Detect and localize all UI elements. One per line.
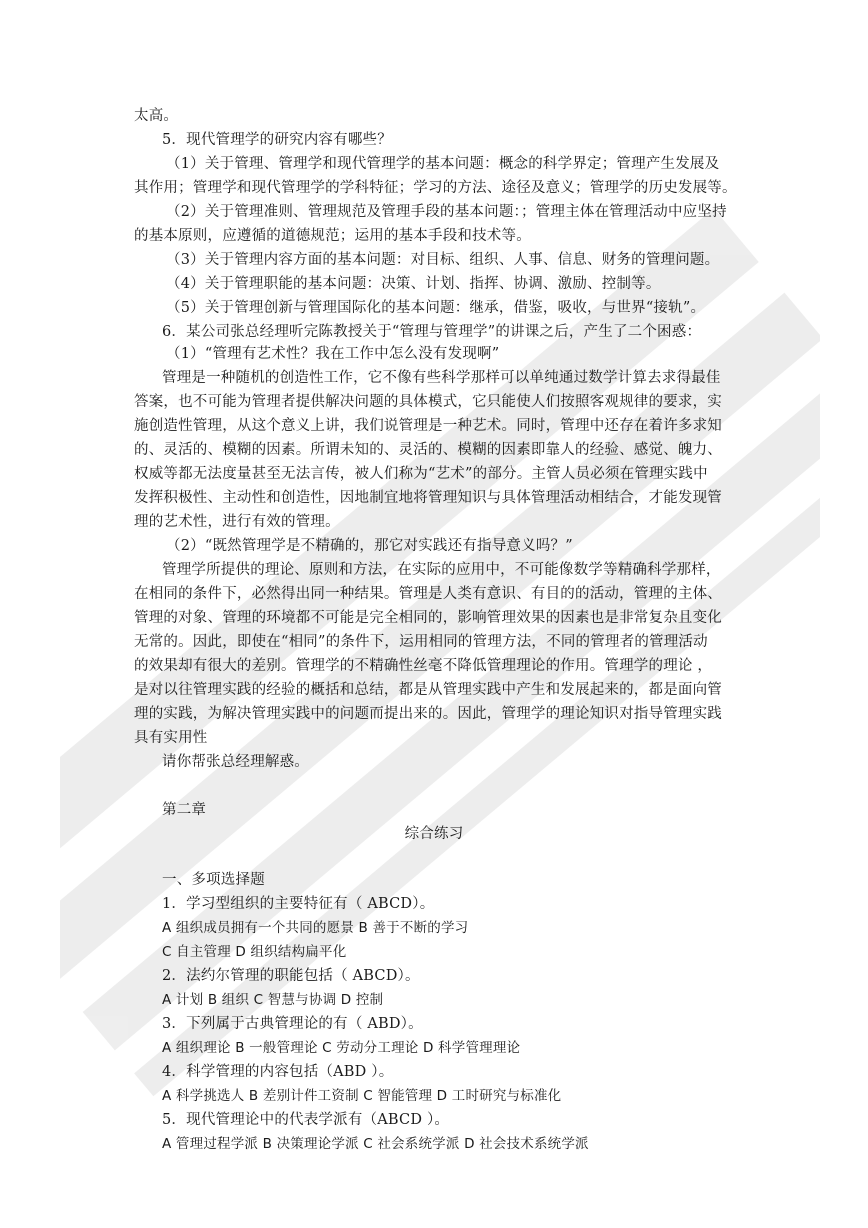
text-line: 的基本原则，应遵循的道德规范；运用的基本手段和技术等。: [134, 228, 531, 244]
answer-options: A 科学挑选人 B 差别计件工资制 C 智能管理 D 工时研究与标准化: [162, 1088, 562, 1104]
text-line: （2）关于管理准则、管理规范及管理手段的基本问题：；管理主体在管理活动中应坚持: [166, 204, 727, 220]
question-item: 3．下列属于古典管理论的有（ ABD）。: [162, 1016, 423, 1032]
text-line: （1）关于管理、管理学和现代管理学的基本问题：概念的科学界定；管理产生发展及: [166, 156, 720, 172]
section-heading: 一、多项选择题: [162, 872, 265, 888]
chapter-heading: 第二章: [162, 802, 207, 818]
answer-options: A 计划 B 组织 C 智慧与协调 D 控制: [162, 992, 384, 1008]
text-line: 管理学所提供的理论、原则和方法，在实际的应用中，不可能像数学等精确科学那样，: [162, 562, 721, 578]
text-line: 太高。: [134, 108, 179, 124]
text-line: 理的实践，为解决管理实践中的问题而提出来的。因此，管理学的理论知识对指导管理实践: [134, 706, 722, 722]
text-line: 在相同的条件下，必然得出同一种结果。管理是人类有意识、有目的的活动，管理的主体、: [134, 586, 722, 602]
text-line: 具有实用性: [134, 730, 208, 746]
text-line: 的、灵活的、模糊的因素。所谓未知的、灵活的、模糊的因素即靠人的经验、感觉、魄力、: [134, 442, 722, 458]
question-item: 4．科学管理的内容包括（ABD ）。: [162, 1064, 394, 1080]
text-line: （5）关于管理创新与管理国际化的基本问题：继承，借鉴，吸收，与世界“接轨”。: [166, 300, 706, 316]
question-heading: 6．某公司张总经理听完陈教授关于“管理与管理学”的讲课之后，产生了二个困惑：: [162, 324, 702, 340]
text-line: 是对以往管理实践的经验的概括和总结，都是从管理实践中产生和发展起来的，都是面向管: [134, 682, 722, 698]
text-line: 无常的。因此，即使在“相同”的条件下，运用相同的管理方法，不同的管理者的管理活动: [134, 634, 708, 650]
text-line: 管理是一种随机的创造性工作，它不像有些科学那样可以单纯通过数学计算去求得最佳: [162, 370, 721, 386]
answer-options: A 组织成员拥有一个共同的愿景 B 善于不断的学习: [162, 920, 469, 936]
answer-options: C 自主管理 D 组织结构扁平化: [162, 944, 347, 960]
question-item: 5．现代管理论中的代表学派有（ABCD ）。: [162, 1112, 450, 1128]
text-line: 管理的对象、管理的环境都不可能是完全相同的，影响管理效果的因素也是非常复杂且变化: [134, 610, 722, 626]
text-line: 权威等都无法度量甚至无法言传，被人们称为“艺术”的部分。主管人员必须在管理实践中: [134, 466, 708, 482]
text-line: 发挥积极性、主动性和创造性，因地制宜地将管理知识与具体管理活动相结合，才能发现管: [134, 490, 722, 506]
text-line: （3）关于管理内容方面的基本问题：对目标、组织、人事、信息、财务的管理问题。: [166, 252, 720, 268]
answer-options: A 管理过程学派 B 决策理论学派 C 社会系统学派 D 社会技术系统学派: [162, 1136, 589, 1152]
question-heading: 5．现代管理学的研究内容有哪些？: [162, 132, 392, 148]
text-line: 答案，也不可能为管理者提供解决问题的具体模式，它只能使人们按照客观规律的要求，实: [134, 394, 722, 410]
text-line: （2）“既然管理学是不精确的，那它对实践还有指导意义吗？”: [166, 538, 573, 554]
question-item: 1．学习型组织的主要特征有（ ABCD）。: [162, 896, 435, 912]
text-line: 请你帮张总经理解惑。: [162, 754, 309, 770]
text-line: 其作用；管理学和现代管理学的学科特征；学习的方法、途径及意义；管理学的历史发展等。: [134, 180, 737, 196]
text-line: 理的艺术性，进行有效的管理。: [134, 514, 340, 530]
text-line: 施创造性管理，从这个意义上讲，我们说管理是一种艺术。同时，管理中还存在着许多求知: [134, 418, 722, 434]
text-line: 的效果却有很大的差别。管理学的不精确性丝毫不降低管理理论的作用。管理学的理论 ，: [134, 658, 713, 674]
section-title: 综合练习: [404, 826, 464, 842]
text-line: （4）关于管理职能的基本问题：决策、计划、指挥、协调、激励、控制等。: [166, 276, 661, 292]
text-line: （1）“管理有艺术性？我在工作中怎么没有发现啊”: [166, 346, 500, 362]
answer-options: A 组织理论 B 一般管理论 C 劳动分工理论 D 科学管理理论: [162, 1040, 521, 1056]
question-item: 2．法约尔管理的职能包括（ ABCD）。: [162, 968, 420, 984]
